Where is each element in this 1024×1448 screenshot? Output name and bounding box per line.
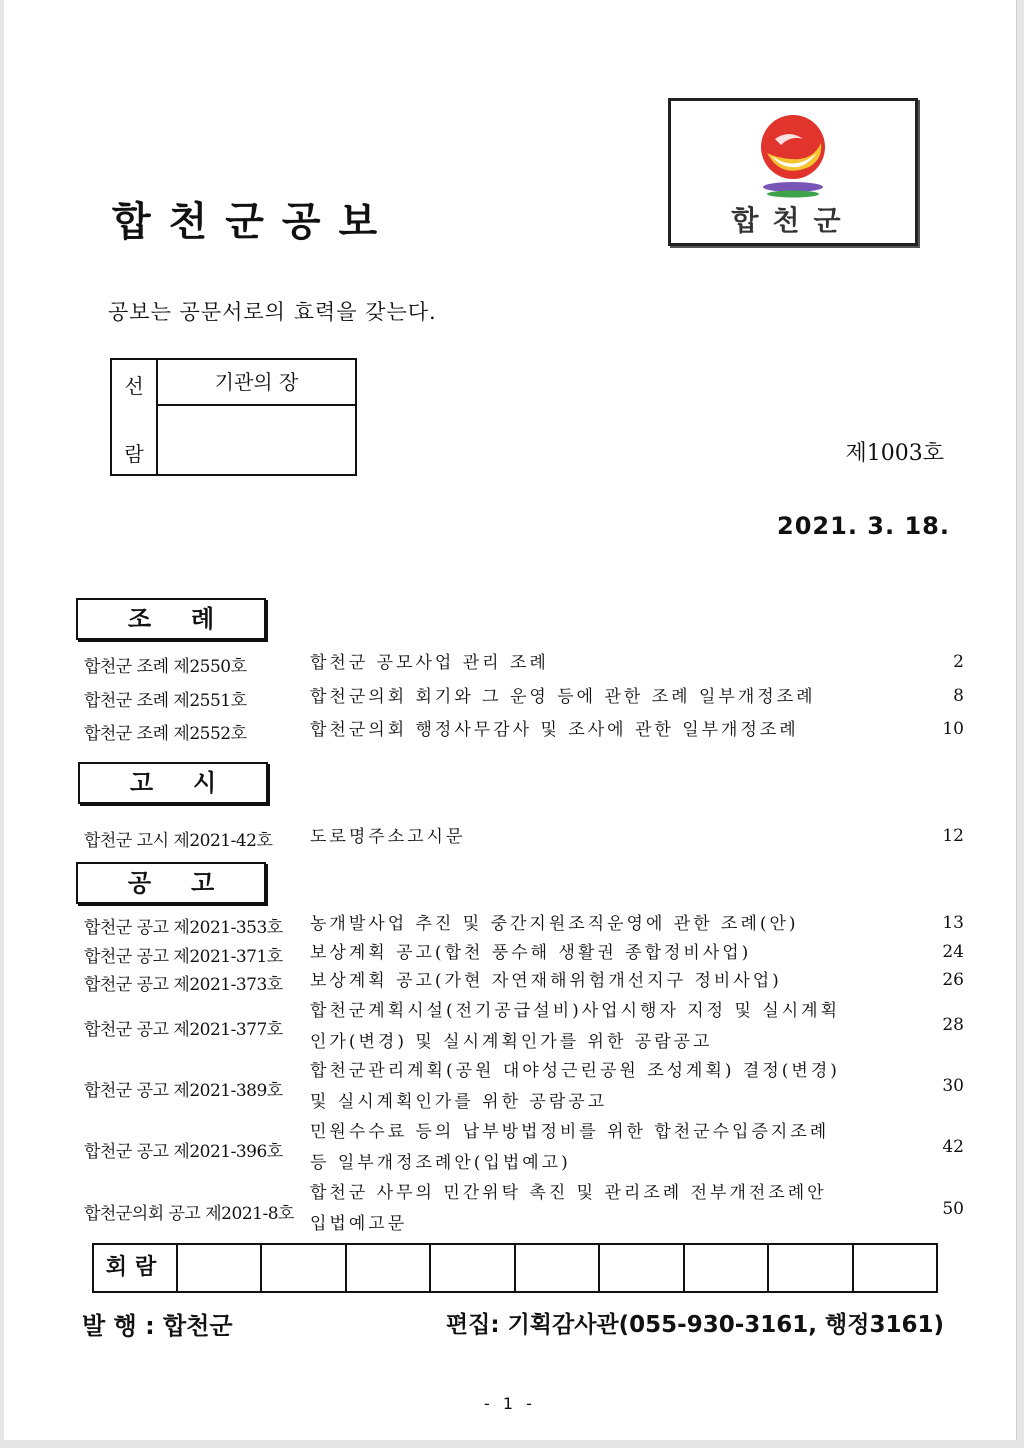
- toc-title-line-1: 민원수수료 등의 납부방법정비를 위한 합천군수입증지조례: [310, 1122, 830, 1142]
- toc-title: 합천군의회 행정사무감사 및 조사에 관한 일부개정조례: [310, 720, 799, 740]
- toc-label: 합천군 고시 제2021-42호: [84, 831, 273, 851]
- document-page: [4, 0, 1017, 1440]
- publisher: 발 행 : 합천군: [82, 1312, 233, 1340]
- toc-title-line-1: 합천군 사무의 민간위탁 촉진 및 관리조례 전부개전조례안: [310, 1183, 827, 1203]
- logo-text: 합천군: [731, 204, 855, 237]
- section-heading-announcement: 공고: [76, 862, 266, 904]
- toc-row[interactable]: [84, 1117, 964, 1179]
- toc-page: 50: [942, 1199, 964, 1219]
- issue-date: 2021. 3. 18.: [777, 512, 950, 540]
- toc-label: 합천군의회 공고 제2021-8호: [84, 1204, 294, 1224]
- toc-page: 26: [942, 970, 964, 990]
- editor-contact: 편집: 기획감사관(055-930-3161, 행정3161): [445, 1312, 944, 1338]
- toc-page: 13: [942, 913, 964, 933]
- toc-title: 보상계획 공고(가현 자연재해위험개선지구 정비사업): [310, 971, 782, 991]
- subtitle: 공보는 공문서로의 효력을 갖는다.: [108, 300, 437, 324]
- toc-title-line-2: 입법예고문: [310, 1214, 408, 1234]
- toc-page: 8: [953, 686, 964, 706]
- circulation-table: [92, 1243, 938, 1293]
- toc-page: 24: [942, 942, 964, 962]
- review-header: 기관의 장: [158, 360, 355, 406]
- toc-row[interactable]: [84, 715, 964, 746]
- toc-page: 28: [942, 1015, 964, 1035]
- toc-label: 합천군 공고 제2021-377호: [84, 1020, 283, 1040]
- toc-title: 합천군의회 회기와 그 운영 등에 관한 조례 일부개정조례: [310, 687, 816, 707]
- issue-number: 제1003호: [845, 441, 944, 466]
- toc-title-line-1: 합천군관리계획(공원 대야성근린공원 조성계획) 결정(변경): [310, 1061, 840, 1081]
- circulation-cell: [854, 1245, 936, 1291]
- toc-title-line-2: 등 일부개정조례안(입법예고): [310, 1153, 571, 1173]
- toc-row[interactable]: [84, 966, 964, 996]
- review-box: [110, 358, 357, 476]
- toc-page: 42: [942, 1137, 964, 1157]
- toc-row[interactable]: [84, 1056, 964, 1118]
- toc-title-line-2: 및 실시계획인가를 위한 공람공고: [310, 1092, 608, 1112]
- circulation-cell: [516, 1245, 600, 1291]
- toc-row[interactable]: [84, 682, 964, 713]
- toc-label: 합천군 조례 제2552호: [84, 724, 247, 744]
- county-logo-icon: [751, 109, 835, 199]
- toc-page: 10: [942, 719, 964, 739]
- toc-title: 보상계획 공고(합천 풍수해 생활권 종합정비사업): [310, 943, 752, 963]
- toc-title: 합천군 공모사업 관리 조례: [310, 653, 549, 673]
- page-title: 합천군공보: [112, 199, 396, 245]
- page-number: - 1 -: [484, 1394, 536, 1413]
- toc-label: 합천군 공고 제2021-389호: [84, 1081, 283, 1101]
- circulation-label: 회람: [94, 1245, 178, 1291]
- toc-title: 농개발사업 추진 및 중간지원조직운영에 관한 조례(안): [310, 914, 799, 934]
- section-heading-notice: 고시: [78, 762, 268, 804]
- review-col-bottom: 람: [124, 442, 144, 466]
- toc-label: 합천군 조례 제2551호: [84, 691, 247, 711]
- toc-label: 합천군 공고 제2021-353호: [84, 918, 283, 938]
- review-col-top: 선: [124, 374, 144, 398]
- section-heading-ordinance: 조례: [76, 598, 266, 640]
- circulation-cell: [262, 1245, 346, 1291]
- toc-row[interactable]: [84, 938, 964, 968]
- toc-row[interactable]: [84, 648, 964, 679]
- toc-title: 도로명주소고시문: [310, 827, 466, 847]
- toc-label: 합천군 조례 제2550호: [84, 657, 247, 677]
- circulation-cell: [178, 1245, 262, 1291]
- county-logo-box: [668, 98, 918, 246]
- toc-page: 12: [942, 826, 964, 846]
- toc-label: 합천군 공고 제2021-396호: [84, 1142, 283, 1162]
- circulation-cell: [600, 1245, 684, 1291]
- toc-title-line-1: 합천군계획시설(전기공급설비)사업시행자 지정 및 실시계획: [310, 1001, 841, 1021]
- circulation-cell: [431, 1245, 515, 1291]
- circulation-cell: [685, 1245, 769, 1291]
- toc-page: 2: [953, 652, 964, 672]
- toc-row[interactable]: [84, 822, 964, 853]
- toc-label: 합천군 공고 제2021-373호: [84, 975, 283, 995]
- toc-page: 30: [942, 1076, 964, 1096]
- toc-title-line-2: 인가(변경) 및 실시계획인가를 위한 공람공고: [310, 1032, 713, 1052]
- toc-row[interactable]: [84, 996, 964, 1058]
- circulation-cell: [347, 1245, 431, 1291]
- toc-label: 합천군 공고 제2021-371호: [84, 947, 283, 967]
- toc-row[interactable]: [84, 909, 964, 939]
- circulation-cell: [769, 1245, 853, 1291]
- toc-row[interactable]: [84, 1178, 964, 1240]
